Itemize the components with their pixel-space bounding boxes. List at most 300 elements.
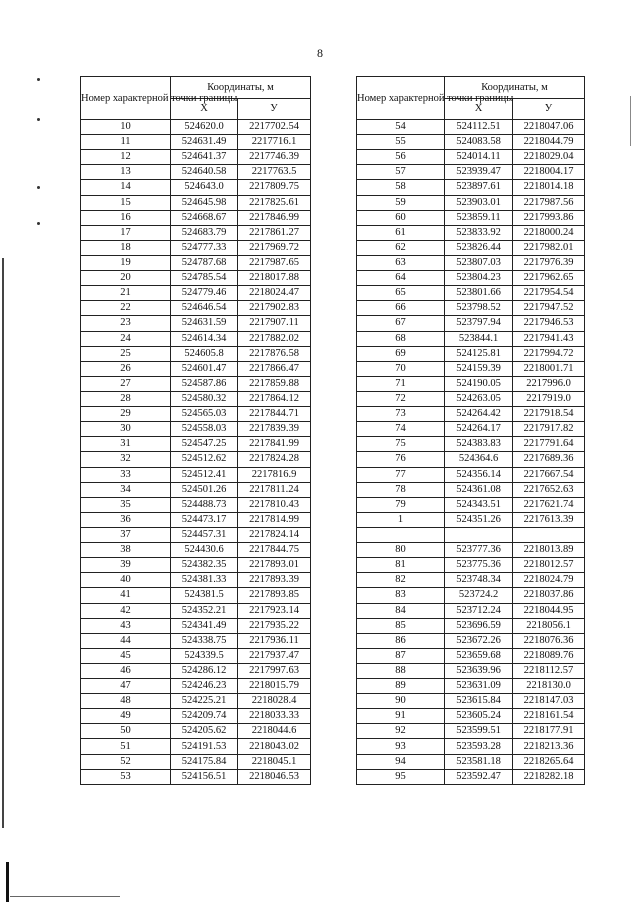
table-row	[357, 135, 585, 150]
table-row	[357, 694, 585, 709]
scan-mark	[37, 118, 40, 121]
y-coordinate-cell: 2217814.99	[238, 512, 311, 527]
x-coordinate-cell: 524361.08	[445, 482, 513, 497]
y-coordinate-cell: 2218017.88	[238, 271, 311, 286]
x-coordinate-cell: 523777.36	[445, 543, 513, 558]
y-coordinate-cell: 2218043.02	[238, 739, 311, 754]
table-row	[357, 316, 585, 331]
x-coordinate-cell: 524646.54	[171, 301, 238, 316]
table-row	[357, 482, 585, 497]
point-number-cell: 64	[357, 271, 445, 286]
point-number-cell: 39	[81, 558, 171, 573]
x-coordinate-cell: 523826.44	[445, 240, 513, 255]
y-coordinate-cell: 2218161.54	[513, 709, 585, 724]
table-row	[357, 679, 585, 694]
point-number-cell: 42	[81, 603, 171, 618]
scan-mark	[37, 186, 40, 189]
table-row	[81, 361, 311, 376]
point-number-cell: 58	[357, 180, 445, 195]
y-coordinate-cell: 2217652.63	[513, 482, 585, 497]
y-coordinate-cell: 2217987.65	[238, 255, 311, 270]
point-number-cell: 43	[81, 618, 171, 633]
table-row	[81, 210, 311, 225]
y-coordinate-cell: 2217893.85	[238, 588, 311, 603]
y-coordinate-cell: 2217864.12	[238, 391, 311, 406]
table-row	[81, 271, 311, 286]
point-number-cell: 71	[357, 376, 445, 391]
point-number-cell: 82	[357, 573, 445, 588]
y-coordinate-cell: 2218130.0	[513, 679, 585, 694]
x-coordinate-cell: 523659.68	[445, 648, 513, 663]
point-number-cell: 55	[357, 135, 445, 150]
y-coordinate-cell: 2217882.02	[238, 331, 311, 346]
point-number-cell: 69	[357, 346, 445, 361]
y-coordinate-cell: 2217824.28	[238, 452, 311, 467]
point-number-cell: 13	[81, 165, 171, 180]
x-coordinate-cell: 524382.35	[171, 558, 238, 573]
point-number-cell: 32	[81, 452, 171, 467]
scan-mark	[630, 96, 631, 146]
y-coordinate-cell: 2217689.36	[513, 452, 585, 467]
y-coordinate-cell: 2217846.99	[238, 210, 311, 225]
table-row	[81, 543, 311, 558]
table-row	[357, 739, 585, 754]
point-number-cell: 27	[81, 376, 171, 391]
y-coordinate-cell: 2218265.64	[513, 754, 585, 769]
table-row	[81, 482, 311, 497]
x-coordinate-cell: 524191.53	[171, 739, 238, 754]
x-coordinate-cell: 524112.51	[445, 120, 513, 135]
point-number-cell: 72	[357, 391, 445, 406]
point-number-cell: 62	[357, 240, 445, 255]
point-number-cell: 33	[81, 467, 171, 482]
point-number-cell: 78	[357, 482, 445, 497]
table-row	[81, 588, 311, 603]
point-number-cell: 1	[357, 512, 445, 527]
y-coordinate-cell: 2217763.5	[238, 165, 311, 180]
y-coordinate-cell: 2217844.75	[238, 543, 311, 558]
x-coordinate-cell: 524457.31	[171, 527, 238, 542]
table-row	[357, 754, 585, 769]
point-number-cell: 63	[357, 255, 445, 270]
x-coordinate-cell: 524501.26	[171, 482, 238, 497]
scan-mark	[37, 78, 40, 81]
y-coordinate-cell: 2218033.33	[238, 709, 311, 724]
x-coordinate-cell: 523897.61	[445, 180, 513, 195]
table-row	[357, 452, 585, 467]
y-coordinate-cell: 2217935.22	[238, 618, 311, 633]
x-coordinate-cell: 524614.34	[171, 331, 238, 346]
point-number-cell: 81	[357, 558, 445, 573]
table-row	[357, 376, 585, 391]
table-row	[357, 331, 585, 346]
table-row	[81, 618, 311, 633]
x-coordinate-cell: 523798.52	[445, 301, 513, 316]
y-coordinate-cell: 2217918.54	[513, 407, 585, 422]
point-number-cell: 88	[357, 663, 445, 678]
x-coordinate-cell: 524547.25	[171, 437, 238, 452]
table-row	[81, 724, 311, 739]
point-number-cell: 49	[81, 709, 171, 724]
point-number-cell: 52	[81, 754, 171, 769]
table-row	[357, 286, 585, 301]
header-y: У	[513, 98, 585, 120]
point-number-cell: 91	[357, 709, 445, 724]
point-number-cell: 87	[357, 648, 445, 663]
x-coordinate-cell: 524338.75	[171, 633, 238, 648]
x-coordinate-cell: 523801.66	[445, 286, 513, 301]
x-coordinate-cell	[445, 527, 513, 542]
point-number-cell: 76	[357, 452, 445, 467]
table-row	[357, 210, 585, 225]
point-number-cell: 50	[81, 724, 171, 739]
x-coordinate-cell: 524205.62	[171, 724, 238, 739]
x-coordinate-cell: 524683.79	[171, 225, 238, 240]
point-number-cell: 61	[357, 225, 445, 240]
table-row	[81, 663, 311, 678]
point-number-cell: 25	[81, 346, 171, 361]
x-coordinate-cell: 524383.83	[445, 437, 513, 452]
table-row	[357, 346, 585, 361]
point-number-cell: 46	[81, 663, 171, 678]
y-coordinate-cell: 2217839.39	[238, 422, 311, 437]
y-coordinate-cell: 2217746.39	[238, 150, 311, 165]
y-coordinate-cell: 2217824.14	[238, 527, 311, 542]
table-row	[81, 633, 311, 648]
x-coordinate-cell: 523672.26	[445, 633, 513, 648]
y-coordinate-cell: 2218024.79	[513, 573, 585, 588]
point-number-cell: 38	[81, 543, 171, 558]
table-row	[81, 769, 311, 784]
table-row	[81, 648, 311, 663]
x-coordinate-cell: 523797.94	[445, 316, 513, 331]
point-number-cell: 80	[357, 543, 445, 558]
table-row	[357, 558, 585, 573]
table-row	[81, 301, 311, 316]
x-coordinate-cell: 524225.21	[171, 694, 238, 709]
point-number-cell: 19	[81, 255, 171, 270]
x-coordinate-cell: 523804.23	[445, 271, 513, 286]
x-coordinate-cell: 524381.33	[171, 573, 238, 588]
y-coordinate-cell: 2218076.36	[513, 633, 585, 648]
y-coordinate-cell: 2218177.91	[513, 724, 585, 739]
x-coordinate-cell: 524156.51	[171, 769, 238, 784]
x-coordinate-cell: 524352.21	[171, 603, 238, 618]
table-row	[81, 527, 311, 542]
x-coordinate-cell: 524620.0	[171, 120, 238, 135]
table-row	[81, 407, 311, 422]
point-number-cell: 94	[357, 754, 445, 769]
y-coordinate-cell: 2218047.06	[513, 120, 585, 135]
table-row	[357, 543, 585, 558]
point-number-cell: 24	[81, 331, 171, 346]
y-coordinate-cell: 2217941.43	[513, 331, 585, 346]
table-row	[357, 165, 585, 180]
table-row	[81, 679, 311, 694]
table-row	[357, 709, 585, 724]
x-coordinate-cell: 523859.11	[445, 210, 513, 225]
point-number-cell: 66	[357, 301, 445, 316]
y-coordinate-cell: 2217716.1	[238, 135, 311, 150]
point-number-cell: 59	[357, 195, 445, 210]
x-coordinate-cell: 524159.39	[445, 361, 513, 376]
scan-mark	[37, 222, 40, 225]
y-coordinate-cell: 2217811.24	[238, 482, 311, 497]
x-coordinate-cell: 523748.34	[445, 573, 513, 588]
x-coordinate-cell: 524631.49	[171, 135, 238, 150]
x-coordinate-cell: 523593.28	[445, 739, 513, 754]
y-coordinate-cell: 2218014.18	[513, 180, 585, 195]
table-row	[357, 407, 585, 422]
x-coordinate-cell: 524190.05	[445, 376, 513, 391]
table-row	[81, 558, 311, 573]
point-number-cell: 20	[81, 271, 171, 286]
y-coordinate-cell: 2217947.52	[513, 301, 585, 316]
x-coordinate-cell: 524587.86	[171, 376, 238, 391]
table-row	[81, 391, 311, 406]
y-coordinate-cell: 2218045.1	[238, 754, 311, 769]
table-row	[357, 180, 585, 195]
point-number-cell: 35	[81, 497, 171, 512]
x-coordinate-cell: 523833.92	[445, 225, 513, 240]
point-number-cell: 92	[357, 724, 445, 739]
x-coordinate-cell: 524125.81	[445, 346, 513, 361]
table-row	[357, 512, 585, 527]
point-number-cell: 74	[357, 422, 445, 437]
x-coordinate-cell: 524785.54	[171, 271, 238, 286]
x-coordinate-cell: 524565.03	[171, 407, 238, 422]
table-row	[81, 467, 311, 482]
y-coordinate-cell: 2217993.86	[513, 210, 585, 225]
x-coordinate-cell: 524175.84	[171, 754, 238, 769]
header-point: Номер характерной точки границы	[357, 77, 445, 120]
point-number-cell: 30	[81, 422, 171, 437]
x-coordinate-cell: 524014.11	[445, 150, 513, 165]
x-coordinate-cell: 523592.47	[445, 769, 513, 784]
y-coordinate-cell: 2217987.56	[513, 195, 585, 210]
point-number-cell: 34	[81, 482, 171, 497]
y-coordinate-cell: 2218044.79	[513, 135, 585, 150]
x-coordinate-cell: 523775.36	[445, 558, 513, 573]
x-coordinate-cell: 524512.62	[171, 452, 238, 467]
point-number-cell: 57	[357, 165, 445, 180]
point-number-cell: 48	[81, 694, 171, 709]
scan-mark	[6, 862, 9, 902]
scan-mark	[2, 258, 4, 828]
coordinates-table-left	[80, 76, 311, 785]
y-coordinate-cell: 2218001.71	[513, 361, 585, 376]
point-number-cell: 51	[81, 739, 171, 754]
y-coordinate-cell: 2217946.53	[513, 316, 585, 331]
x-coordinate-cell: 524779.46	[171, 286, 238, 301]
point-number-cell: 29	[81, 407, 171, 422]
point-number-cell: 60	[357, 210, 445, 225]
table-row	[357, 240, 585, 255]
y-coordinate-cell: 2218046.53	[238, 769, 311, 784]
table-row	[357, 361, 585, 376]
y-coordinate-cell: 2217844.71	[238, 407, 311, 422]
point-number-cell: 40	[81, 573, 171, 588]
x-coordinate-cell: 524640.58	[171, 165, 238, 180]
x-coordinate-cell: 524246.23	[171, 679, 238, 694]
table-row	[357, 271, 585, 286]
y-coordinate-cell: 2217982.01	[513, 240, 585, 255]
table-row	[357, 150, 585, 165]
y-coordinate-cell: 2218004.17	[513, 165, 585, 180]
y-coordinate-cell: 2217859.88	[238, 376, 311, 391]
y-coordinate-cell: 2217969.72	[238, 240, 311, 255]
point-number-cell: 73	[357, 407, 445, 422]
x-coordinate-cell: 524645.98	[171, 195, 238, 210]
y-coordinate-cell: 2217996.0	[513, 376, 585, 391]
x-coordinate-cell: 524356.14	[445, 467, 513, 482]
y-coordinate-cell: 2218044.95	[513, 603, 585, 618]
y-coordinate-cell: 2218012.57	[513, 558, 585, 573]
table-row	[357, 391, 585, 406]
scan-mark	[10, 896, 120, 897]
x-coordinate-cell: 524264.17	[445, 422, 513, 437]
y-coordinate-cell: 2217667.54	[513, 467, 585, 482]
x-coordinate-cell: 524364.6	[445, 452, 513, 467]
point-number-cell	[357, 527, 445, 542]
table-row	[81, 709, 311, 724]
y-coordinate-cell: 2217919.0	[513, 391, 585, 406]
coordinates-table-right	[356, 76, 585, 785]
table-row	[81, 286, 311, 301]
y-coordinate-cell: 2217893.39	[238, 573, 311, 588]
point-number-cell: 85	[357, 618, 445, 633]
table-row	[81, 603, 311, 618]
header-x: X	[171, 98, 238, 120]
x-coordinate-cell: 524631.59	[171, 316, 238, 331]
table-row	[357, 603, 585, 618]
page-number: 8	[317, 46, 323, 60]
y-coordinate-cell: 2217907.11	[238, 316, 311, 331]
x-coordinate-cell: 523939.47	[445, 165, 513, 180]
table-row	[357, 663, 585, 678]
table-row	[81, 135, 311, 150]
x-coordinate-cell: 523639.96	[445, 663, 513, 678]
x-coordinate-cell: 523581.18	[445, 754, 513, 769]
y-coordinate-cell: 2217621.74	[513, 497, 585, 512]
y-coordinate-cell: 2217936.11	[238, 633, 311, 648]
y-coordinate-cell: 2217893.01	[238, 558, 311, 573]
x-coordinate-cell: 523712.24	[445, 603, 513, 618]
table-row	[357, 467, 585, 482]
table-row	[81, 573, 311, 588]
table-row	[357, 648, 585, 663]
point-number-cell: 23	[81, 316, 171, 331]
header-point: Номер характерной точки границы	[81, 77, 171, 120]
y-coordinate-cell: 2217954.54	[513, 286, 585, 301]
point-number-cell: 36	[81, 512, 171, 527]
y-coordinate-cell: 2217937.47	[238, 648, 311, 663]
x-coordinate-cell: 523605.24	[445, 709, 513, 724]
point-number-cell: 75	[357, 437, 445, 452]
x-coordinate-cell: 523844.1	[445, 331, 513, 346]
x-coordinate-cell: 524777.33	[171, 240, 238, 255]
y-coordinate-cell: 2217962.65	[513, 271, 585, 286]
y-coordinate-cell: 2217923.14	[238, 603, 311, 618]
x-coordinate-cell: 523615.84	[445, 694, 513, 709]
y-coordinate-cell: 2217866.47	[238, 361, 311, 376]
table-row	[357, 527, 585, 542]
table-row	[81, 120, 311, 135]
point-number-cell: 53	[81, 769, 171, 784]
y-coordinate-cell: 2217702.54	[238, 120, 311, 135]
table-row	[81, 180, 311, 195]
x-coordinate-cell: 524473.17	[171, 512, 238, 527]
x-coordinate-cell: 524341.49	[171, 618, 238, 633]
y-coordinate-cell: 2218089.76	[513, 648, 585, 663]
point-number-cell: 37	[81, 527, 171, 542]
table-row	[81, 452, 311, 467]
x-coordinate-cell: 523696.59	[445, 618, 513, 633]
x-coordinate-cell: 523807.03	[445, 255, 513, 270]
x-coordinate-cell: 524580.32	[171, 391, 238, 406]
table-row	[81, 422, 311, 437]
y-coordinate-cell: 2217825.61	[238, 195, 311, 210]
table-row	[81, 739, 311, 754]
table-row	[81, 195, 311, 210]
y-coordinate-cell: 2217809.75	[238, 180, 311, 195]
table-row	[357, 724, 585, 739]
table-row	[357, 573, 585, 588]
y-coordinate-cell: 2218029.04	[513, 150, 585, 165]
header-x: X	[445, 98, 513, 120]
table-row	[357, 618, 585, 633]
point-number-cell: 47	[81, 679, 171, 694]
y-coordinate-cell: 2217613.39	[513, 512, 585, 527]
y-coordinate-cell: 2218044.6	[238, 724, 311, 739]
table-row	[357, 255, 585, 270]
y-coordinate-cell: 2218028.4	[238, 694, 311, 709]
y-coordinate-cell: 2218015.79	[238, 679, 311, 694]
table-row	[357, 588, 585, 603]
table-row	[81, 512, 311, 527]
point-number-cell: 89	[357, 679, 445, 694]
point-number-cell: 95	[357, 769, 445, 784]
x-coordinate-cell: 524351.26	[445, 512, 513, 527]
y-coordinate-cell	[513, 527, 585, 542]
point-number-cell: 16	[81, 210, 171, 225]
x-coordinate-cell: 524343.51	[445, 497, 513, 512]
point-number-cell: 10	[81, 120, 171, 135]
header-y: У	[238, 98, 311, 120]
point-number-cell: 54	[357, 120, 445, 135]
point-number-cell: 44	[81, 633, 171, 648]
y-coordinate-cell: 2217816.9	[238, 467, 311, 482]
x-coordinate-cell: 524381.5	[171, 588, 238, 603]
x-coordinate-cell: 524641.37	[171, 150, 238, 165]
table-row	[357, 437, 585, 452]
table-row	[81, 346, 311, 361]
x-coordinate-cell: 524263.05	[445, 391, 513, 406]
table-row	[357, 422, 585, 437]
y-coordinate-cell: 2217841.99	[238, 437, 311, 452]
point-number-cell: 18	[81, 240, 171, 255]
x-coordinate-cell: 523903.01	[445, 195, 513, 210]
table-row	[81, 376, 311, 391]
table-row	[81, 754, 311, 769]
y-coordinate-cell: 2217876.58	[238, 346, 311, 361]
point-number-cell: 70	[357, 361, 445, 376]
table-row	[81, 255, 311, 270]
y-coordinate-cell: 2217917.82	[513, 422, 585, 437]
x-coordinate-cell: 524264.42	[445, 407, 513, 422]
point-number-cell: 11	[81, 135, 171, 150]
table-row	[357, 195, 585, 210]
